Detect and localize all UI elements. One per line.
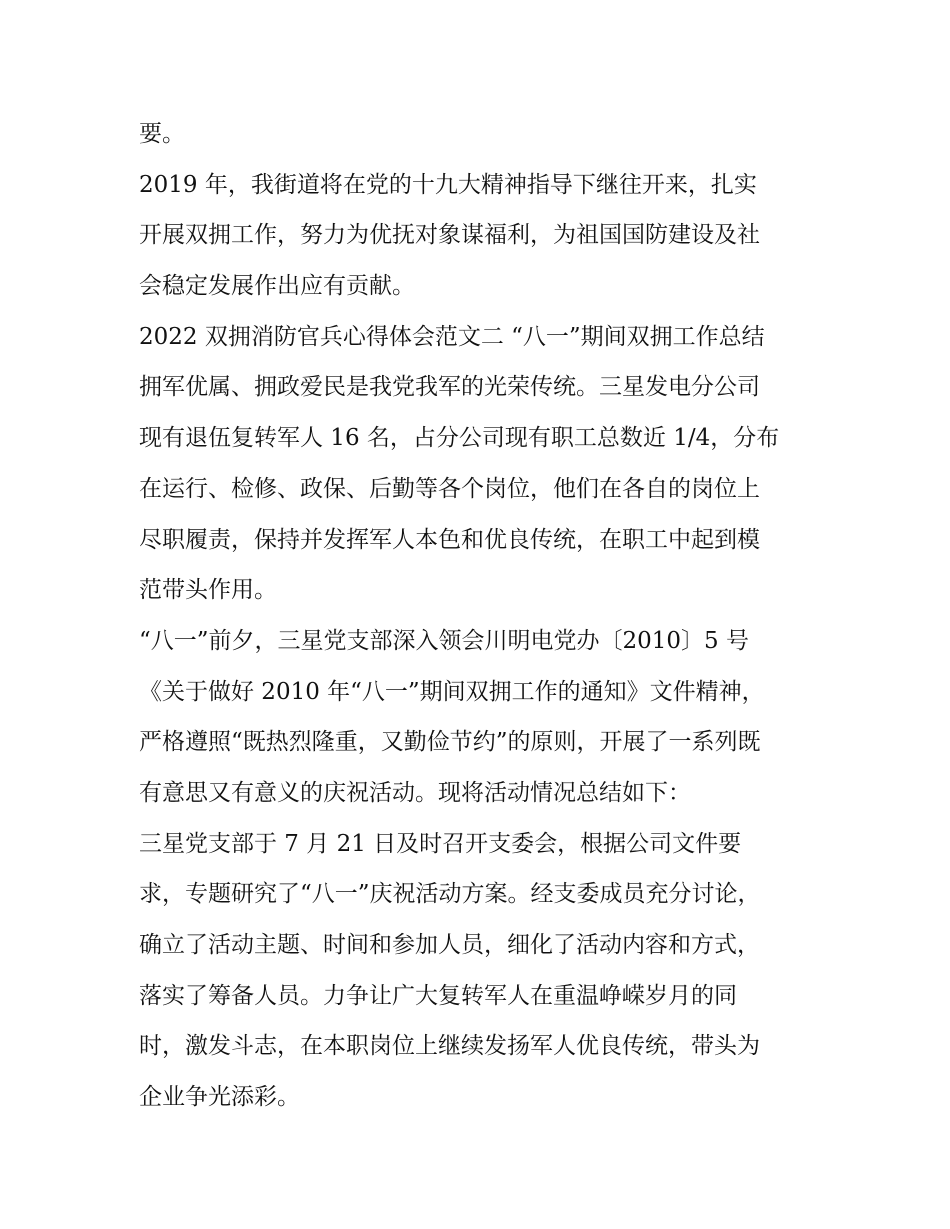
text-line: 会稳定发展作出应有贡献。 (139, 273, 415, 300)
text-line: 求，专题研究了“八一”庆祝活动方案。经支委成员充分讨论， (139, 881, 761, 908)
text-line: 三星党支部于 7 月 21 日及时召开支委会，根据公司文件要 (139, 830, 742, 857)
text-line: 2019 年，我街道将在党的十九大精神指导下继往开来，扎实 (139, 171, 757, 198)
text-line: 落实了筹备人员。力争让广大复转军人在重温峥嵘岁月的同 (139, 982, 737, 1009)
text-line: 范带头作用。 (139, 577, 277, 604)
text-line: 开展双拥工作，努力为优抚对象谋福利，为祖国国防建设及社 (139, 222, 760, 249)
text-line: “八一”前夕，三星党支部深入领会川明电党办〔2010〕5 号 (139, 627, 749, 654)
text-line: 有意思又有意义的庆祝活动。现将活动情况总结如下： (139, 779, 691, 806)
text-line: 要。 (139, 121, 185, 147)
text-line: 现有退伍复转军人 16 名，占分公司现有职工总数近 1/4，分布 (139, 425, 780, 452)
text-line: 2022 双拥消防官兵心得体会范文二 “八一”期间双拥工作总结 (139, 323, 765, 350)
text-line: 严格遵照“既热烈隆重，又勤俭节约”的原则，开展了一系列既 (139, 729, 761, 756)
text-line: 在运行、检修、政保、后勤等各个岗位，他们在各自的岗位上 (139, 475, 760, 502)
text-line: 尽职履责，保持并发挥军人本色和优良传统，在职工中起到模 (139, 526, 760, 553)
text-line: 企业争光添彩。 (139, 1084, 300, 1111)
text-line: 《关于做好 2010 年“八一”期间双拥工作的通知》文件精神， (139, 678, 765, 705)
text-line: 确立了活动主题、时间和参加人员，细化了活动内容和方式， (139, 932, 760, 958)
text-line: 时，激发斗志，在本职岗位上继续发扬军人优良传统，带头为 (139, 1033, 760, 1060)
text-line: 拥军优属、拥政爱民是我党我军的光荣传统。三星发电分公司 (139, 374, 760, 401)
document-body (139, 109, 819, 1123)
